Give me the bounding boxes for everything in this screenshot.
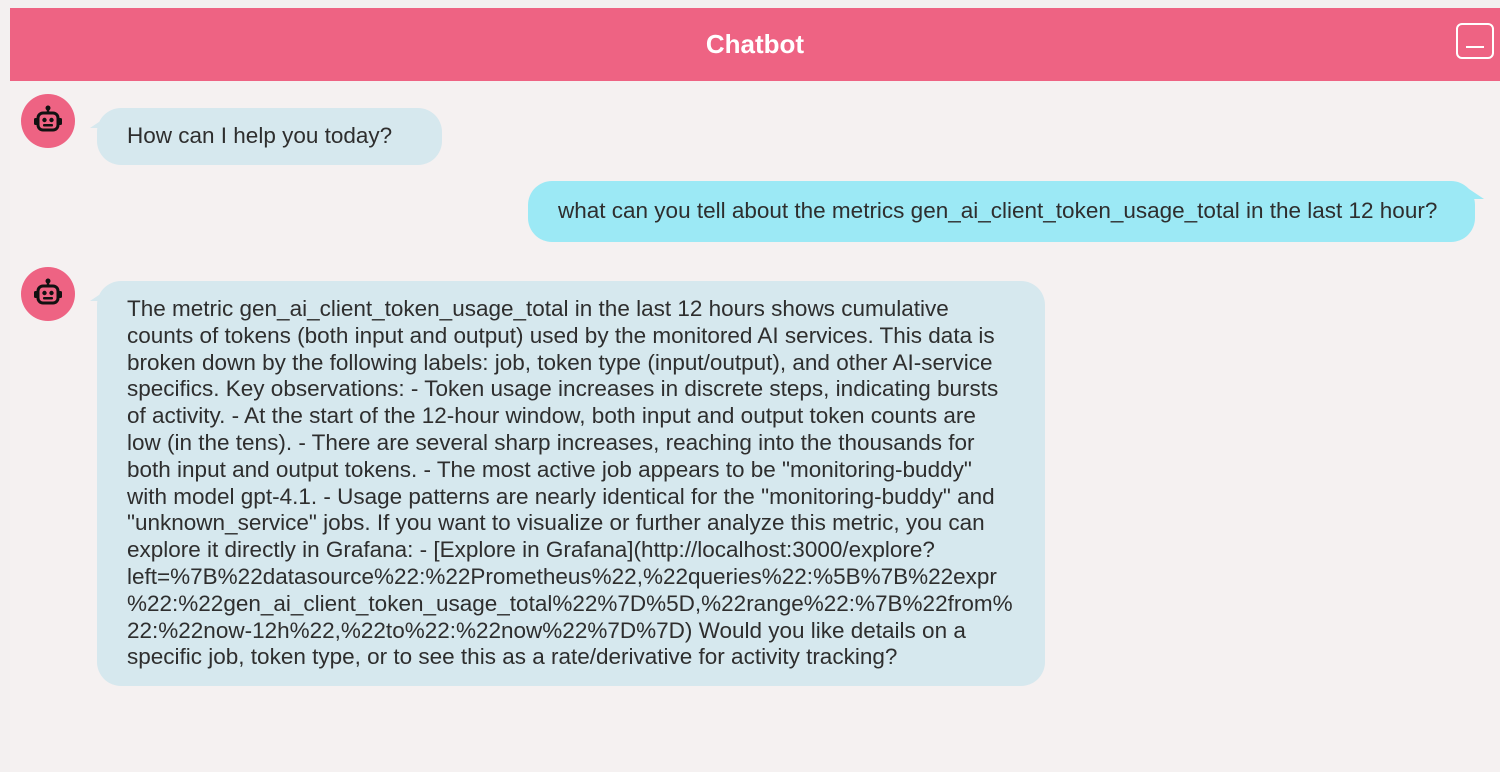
bot-message bbox=[97, 281, 1045, 686]
minimize-icon bbox=[1466, 46, 1484, 48]
chat-header bbox=[10, 8, 1500, 81]
bot-avatar bbox=[21, 94, 75, 148]
message-text: The metric gen_ai_client_token_usage_total in the last 12 hours shows cumulative counts of tokens (both input and output) used by the monitored AI services. This data is broken down by the following labels: job, token type (input/output), and other AI-service specifics. Key observations: - Token usage increases in discrete steps, indicating bursts of activity. - At the start of the 12-hour window, both input and output token counts are low (in the tens). - There are several sharp increases, reaching into the thousands for both input and output tokens. - The most active job appears to be "monitoring-buddy" with model gpt-4.1. - Usage patterns are nearly identical for the "monitoring-buddy" and "unknown_service" jobs. If you want to visualize or further analyze this metric, you can explore it directly in Grafana: - [Explore in Grafana](http://localhost:3000/explore?left=%7B%22datasource%22:%22Prometheus%22,%22queries%22:%5B%7B%22expr%22:%22gen_ai_client_token_usage_total%22%7D%5D,%22range%22:%7B%22from%22:%22now-12h%22,%22to%22:%22now%22%7D%7D) Would you like details on a specific job, token type, or to see this as a rate/derivative for activity tracking? bbox=[127, 296, 1013, 670]
bot-avatar bbox=[21, 267, 75, 321]
message-text: what can you tell about the metrics gen_ai_client_token_usage_total in the last 12 hour? bbox=[558, 198, 1438, 223]
chat-title: Chatbot bbox=[705, 29, 805, 59]
message-text: How can I help you today? bbox=[127, 123, 393, 148]
bot-message bbox=[97, 108, 442, 165]
robot-icon bbox=[31, 277, 65, 311]
robot-icon bbox=[31, 104, 65, 138]
chat-window bbox=[10, 8, 1500, 772]
minimize-button[interactable] bbox=[1456, 23, 1494, 59]
user-message bbox=[528, 181, 1475, 242]
